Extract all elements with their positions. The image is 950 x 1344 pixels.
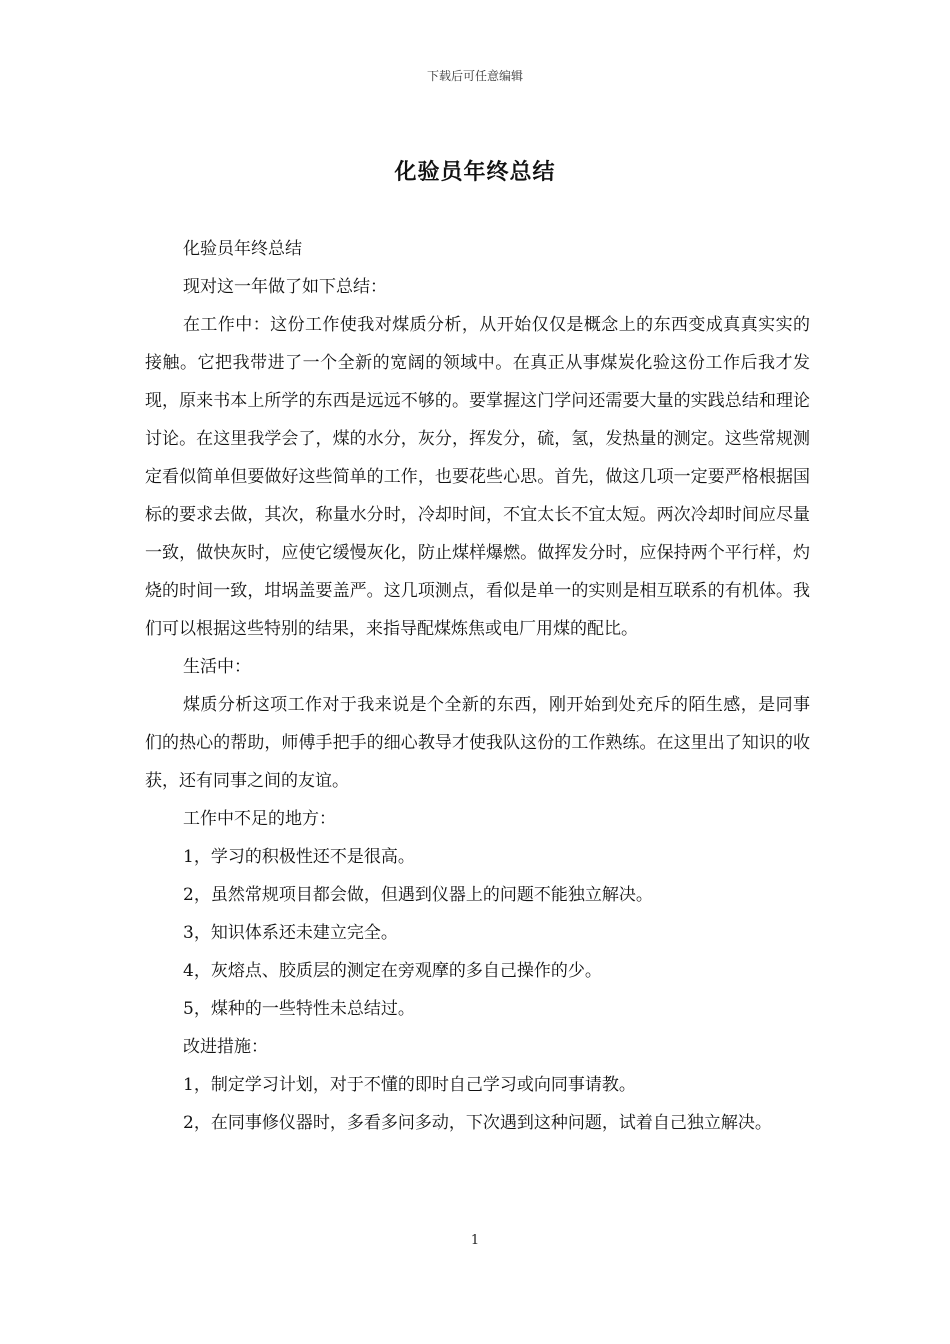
list-item-shortcoming: 1，学习的积极性还不是很高。 bbox=[183, 847, 415, 867]
list-item-shortcoming: 4，灰熔点、胶质层的测定在旁观摩的多自己操作的少。 bbox=[183, 961, 602, 981]
list-item-improvement: 2，在同事修仪器时，多看多问多动，下次遇到这种问题，试着自己独立解决。 bbox=[183, 1113, 772, 1133]
heading-improvements: 改进措施： bbox=[183, 1037, 268, 1057]
page-header: 下载后可任意编辑 bbox=[426, 69, 523, 83]
paragraph-work: 在工作中：这份工作使我对煤质分析，从开始仅仅是概念上的东西变成真真实实的接触。它把我带进了一个全新的宽阔的领域中。在真正从事煤炭化验这份工作后我才发现，原来书本上所学的东西是远远不够的。要掌握这门学问还需要大量的实践总结和理论讨论。在这里我学会了，煤的水分，灰分，挥发分，硫，氢，发热量的测定。这些常规测定看似简单但要做好这些简单的工作，也要花些心思。首先，做这几项一定要严格根据国标的要求去做，其次，称量水分时，冷却时间，不宜太长不宜太短。两次冷却时间应尽量一致，做快灰时，应使它缓慢灰化，防止煤样爆燃。做挥发分时，应保持两个平行样，灼烧的时间一致，坩埚盖要盖严。这几项测点，看似是单一的实则是相互联系的有机体。我们可以根据这些特别的结果，来指导配煤炼焦或电厂用煤的配比。 bbox=[145, 315, 810, 639]
list-item-shortcoming: 5，煤种的一些特性未总结过。 bbox=[183, 999, 415, 1019]
paragraph-life: 煤质分析这项工作对于我来说是个全新的东西，刚开始到处充斥的陌生感，是同事们的热心的帮助，师傅手把手的细心教导才使我队这份的工作熟练。在这里出了知识的收获，还有同事之间的友谊。 bbox=[145, 695, 810, 791]
document-body bbox=[145, 230, 810, 1142]
page-number: 1 bbox=[470, 1233, 480, 1248]
heading-shortcomings: 工作中不足的地方： bbox=[183, 809, 336, 829]
list-item-improvement: 1，制定学习计划，对于不懂的即时自己学习或向同事请教。 bbox=[183, 1075, 636, 1095]
paragraph-subtitle: 化验员年终总结 bbox=[183, 239, 302, 259]
list-item-shortcoming: 2，虽然常规项目都会做，但遇到仪器上的问题不能独立解决。 bbox=[183, 885, 653, 905]
paragraph-intro: 现对这一年做了如下总结： bbox=[183, 277, 387, 297]
heading-life: 生活中： bbox=[183, 657, 251, 677]
document-title: 化验员年终总结 bbox=[394, 159, 556, 185]
list-item-shortcoming: 3，知识体系还未建立完全。 bbox=[183, 923, 398, 943]
